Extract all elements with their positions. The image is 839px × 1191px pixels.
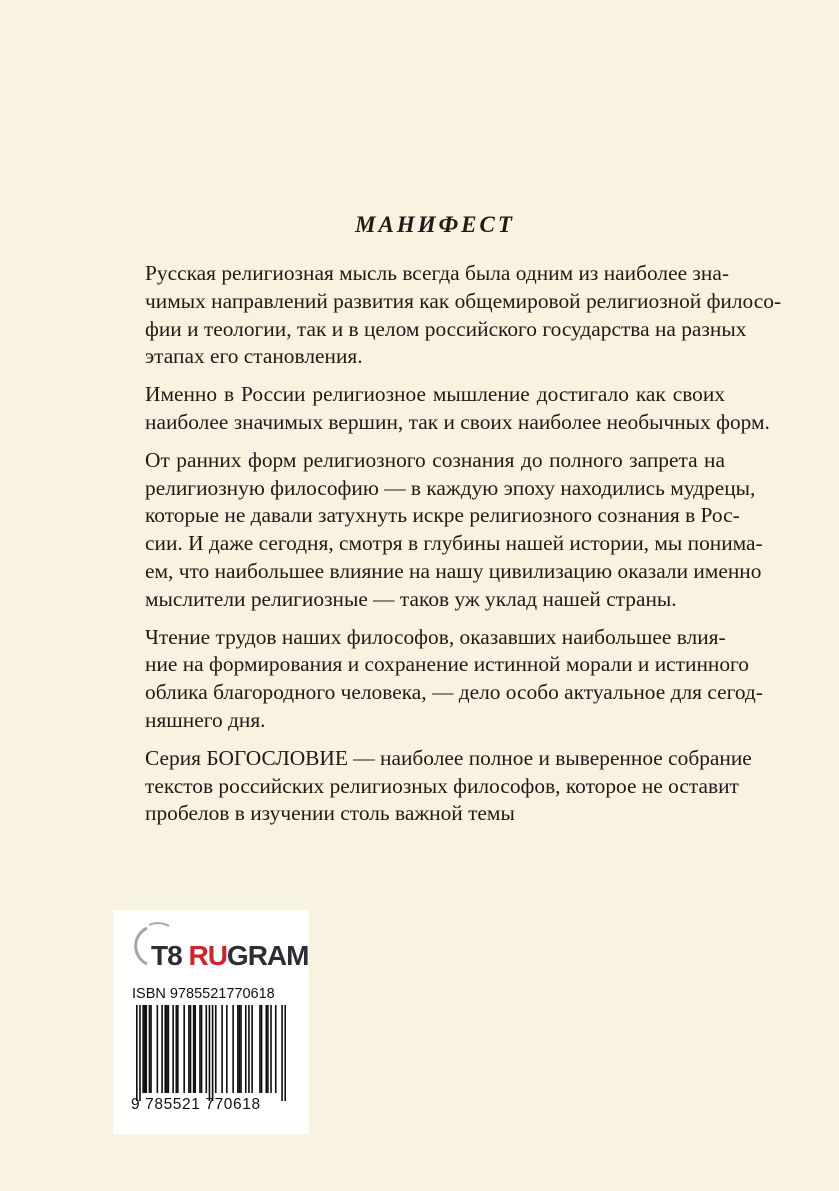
text-line: облика благородного человека, — дело особо актуальное для сегод- bbox=[145, 680, 763, 705]
barcode-bar bbox=[240, 1005, 242, 1093]
barcode-bar bbox=[275, 1005, 277, 1093]
barcode-bar bbox=[149, 1005, 151, 1093]
barcode-bar bbox=[139, 1005, 141, 1101]
barcode bbox=[136, 1005, 286, 1101]
barcode-bar bbox=[259, 1005, 261, 1093]
barcode-bar bbox=[188, 1005, 190, 1093]
barcode-bar bbox=[281, 1005, 283, 1101]
logo-wordmark bbox=[151, 941, 308, 971]
logo-t8: T8 bbox=[151, 940, 182, 971]
barcode-bar bbox=[232, 1005, 234, 1093]
barcode-bar bbox=[270, 1005, 272, 1093]
barcode-bar bbox=[183, 1005, 185, 1093]
barcode-bar bbox=[267, 1005, 269, 1093]
barcode-bar bbox=[164, 1005, 166, 1093]
barcode-bar bbox=[237, 1005, 239, 1093]
barcode-bar bbox=[199, 1005, 201, 1093]
text-line: текстов российских религиозных философов, которое не оставит bbox=[145, 773, 739, 798]
barcode-bar bbox=[212, 1005, 214, 1101]
barcode-bar bbox=[194, 1005, 196, 1093]
barcode-bar bbox=[251, 1005, 253, 1093]
text-line: Серия БОГОСЛОВИЕ — наиболее полное и выверенное собрание bbox=[145, 745, 752, 770]
barcode-bar bbox=[177, 1005, 179, 1093]
paragraph-5 bbox=[145, 745, 752, 828]
barcode-bar bbox=[190, 1005, 192, 1093]
barcode-bar bbox=[261, 1005, 263, 1093]
barcode-bar bbox=[175, 1005, 177, 1093]
barcode-bar bbox=[201, 1005, 203, 1093]
text-line: Именно в России религиозное мышление достигало как своих bbox=[145, 382, 725, 407]
barcode-bar bbox=[265, 1005, 267, 1093]
barcode-bar bbox=[166, 1005, 168, 1093]
barcode-bar bbox=[168, 1005, 170, 1093]
barcode-bar bbox=[161, 1005, 163, 1093]
manifest-section bbox=[145, 212, 782, 838]
paragraph-4 bbox=[145, 624, 763, 735]
barcode-bar bbox=[226, 1005, 228, 1093]
paragraph-1 bbox=[145, 260, 782, 371]
barcode-bar bbox=[136, 1005, 138, 1101]
barcode-bar bbox=[150, 1005, 152, 1093]
text-line: мыслители религиозные — таков уж уклад нашей страны. bbox=[145, 586, 677, 611]
barcode-bar bbox=[144, 1005, 146, 1093]
barcode-bar bbox=[221, 1005, 223, 1093]
text-line: ние на формирования и сохранение истинной морали и истинного bbox=[145, 652, 749, 677]
text-line: ем, что наибольшее влияние на нашу цивилизацию оказали именно bbox=[145, 558, 762, 583]
manifest-title: МАНИФЕСТ bbox=[355, 212, 515, 237]
text-line: которые не давали затухнуть искре религиозного сознания в Рос- bbox=[145, 503, 740, 528]
text-line: пробелов в изучении столь важной темы bbox=[145, 801, 515, 826]
text-line: От ранних форм религиозного сознания до полного запрета на bbox=[145, 447, 725, 472]
paragraph-3 bbox=[145, 447, 763, 614]
barcode-bar bbox=[239, 1005, 241, 1093]
logo-ru: RU bbox=[188, 940, 227, 971]
barcode-bar bbox=[205, 1005, 207, 1093]
barcode-bar bbox=[215, 1005, 217, 1093]
barcode-bar bbox=[172, 1005, 174, 1093]
barcode-bar bbox=[245, 1005, 247, 1093]
text-line: чимых направлений развития как общемировой религиозной филосо- bbox=[145, 288, 782, 313]
barcode-bar bbox=[284, 1005, 286, 1101]
text-line: няшнего дня. bbox=[145, 707, 266, 732]
barcode-panel bbox=[113, 910, 309, 1134]
isbn-label: ISBN 9785521770618 bbox=[132, 986, 275, 1002]
barcode-bar bbox=[145, 1005, 147, 1093]
text-line: этапах его становления. bbox=[145, 344, 363, 369]
text-line: фии и теологии, так и в целом российского государства на разных bbox=[145, 316, 747, 341]
barcode-bar bbox=[193, 1005, 195, 1093]
barcode-bar bbox=[142, 1005, 144, 1093]
barcode-bar bbox=[209, 1005, 211, 1101]
text-line: Чтение трудов наших философов, оказавших наибольшее влия- bbox=[145, 624, 726, 649]
text-line: сии. И даже сегодня, смотря в глубины нашей истории, мы понима- bbox=[145, 531, 763, 556]
text-line: Русская религиозная мысль всегда была одним из наиболее зна- bbox=[145, 261, 729, 285]
barcode-bar bbox=[157, 1005, 159, 1093]
barcode-bar bbox=[248, 1005, 250, 1093]
logo-gram: GRAM bbox=[226, 940, 309, 971]
text-line: религиозную философию — в каждую эпоху находились мудрецы, bbox=[145, 475, 756, 500]
paragraph-2 bbox=[145, 381, 770, 437]
text-line: наиболее значимых вершин, так и своих наиболее необычных форм. bbox=[145, 409, 770, 434]
barcode-digits: 9 785521 770618 bbox=[131, 1096, 261, 1113]
publisher-logo bbox=[127, 922, 309, 971]
